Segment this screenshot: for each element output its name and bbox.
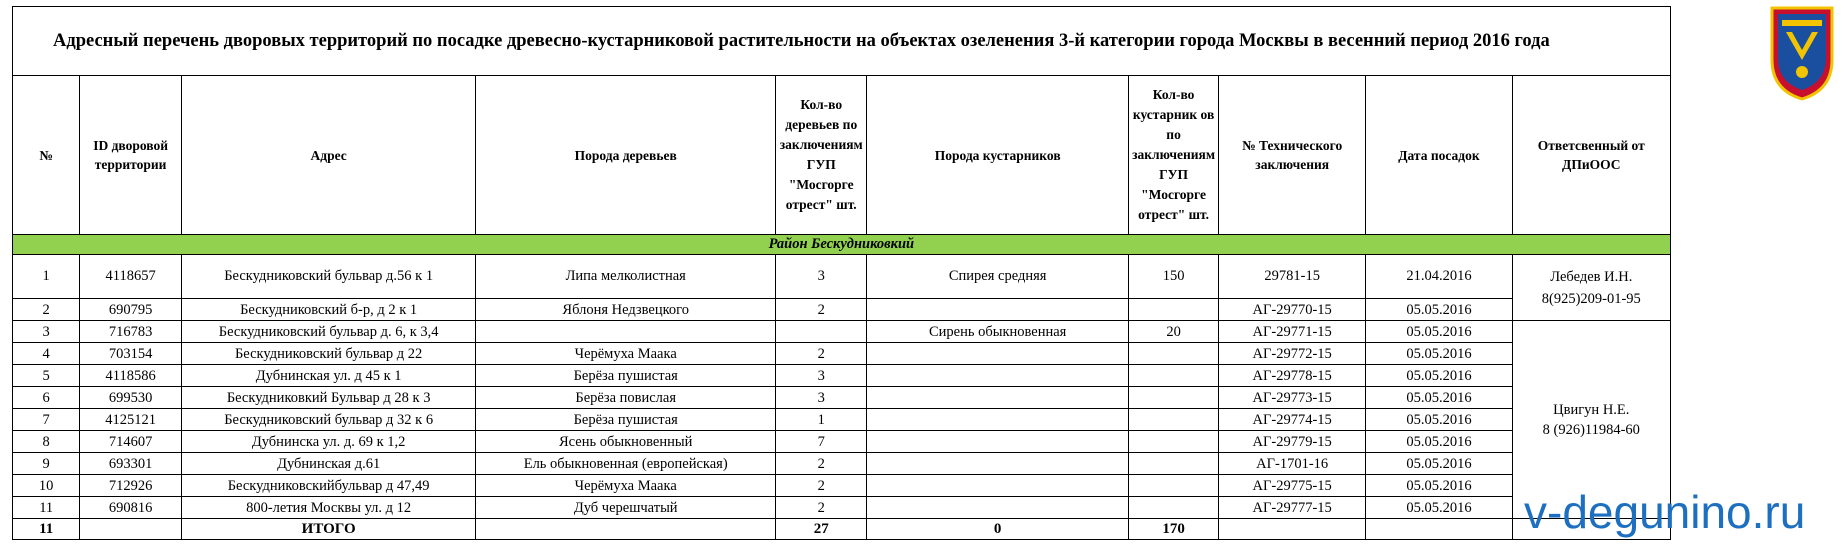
responsible-name: Лебедев И.Н. [1550, 268, 1633, 285]
cell-tech: АГ-1701-16 [1219, 453, 1366, 475]
header-trees-count: Кол-во деревьев по заключениям ГУП "Мосгорге отрест" шт. [776, 76, 867, 235]
cell-date: 05.05.2016 [1366, 365, 1513, 387]
cell-trees: Черёмуха Маака [476, 475, 776, 497]
table-row [13, 475, 1671, 497]
district-row [13, 235, 1671, 255]
cell-tech: АГ-29778-15 [1219, 365, 1366, 387]
table-row [13, 497, 1671, 519]
cell-shrubs-count [1128, 453, 1218, 475]
cell-shrubs-count [1128, 409, 1218, 431]
district-emblem [1768, 2, 1836, 102]
cell-tech: АГ-29774-15 [1219, 409, 1366, 431]
cell-date: 05.05.2016 [1366, 497, 1513, 519]
table-row [13, 431, 1671, 453]
total-row [13, 519, 1671, 540]
cell-trees-count: 7 [776, 431, 867, 453]
cell-shrubs-count [1128, 475, 1218, 497]
header-tech: № Технического заключения [1219, 76, 1366, 235]
cell-shrubs [867, 365, 1128, 387]
cell-num: 9 [13, 453, 80, 475]
cell-date: 05.05.2016 [1366, 321, 1513, 343]
cell-num: 10 [13, 475, 80, 497]
cell-date: 05.05.2016 [1366, 387, 1513, 409]
cell-shrubs: Сирень обыкновенная [867, 321, 1128, 343]
cell-shrubs [867, 343, 1128, 365]
cell-num: 4 [13, 343, 80, 365]
cell-id: 712926 [80, 475, 182, 497]
table-row [13, 255, 1671, 299]
table-row [13, 321, 1671, 343]
cell-shrubs [867, 431, 1128, 453]
cell-date: 05.05.2016 [1366, 343, 1513, 365]
cell-shrubs-count [1128, 365, 1218, 387]
spreadsheet [12, 6, 1671, 540]
cell-id: 4125121 [80, 409, 182, 431]
total-empty-tech [1219, 519, 1366, 540]
header-date: Дата посадок [1366, 76, 1513, 235]
cell-shrubs-count: 150 [1128, 255, 1218, 299]
table-row [13, 453, 1671, 475]
cell-trees: Черёмуха Маака [476, 343, 776, 365]
cell-tech: АГ-29775-15 [1219, 475, 1366, 497]
cell-trees-count [776, 321, 867, 343]
cell-responsible [1512, 255, 1670, 321]
total-shrubs: 0 [867, 519, 1128, 540]
cell-tech: 29781-15 [1219, 255, 1366, 299]
header-row [13, 76, 1671, 235]
total-shrubs-count: 170 [1128, 519, 1218, 540]
cell-trees: Берёза повислая [476, 387, 776, 409]
planting-table [12, 6, 1671, 540]
cell-address: Бескудниковский б-р, д 2 к 1 [181, 299, 476, 321]
cell-trees: Липа мелколистная [476, 255, 776, 299]
cell-trees-count: 3 [776, 255, 867, 299]
header-shrubs-count: Кол-во кустарник ов по заключениям ГУП "Мосгорге отрест" шт. [1128, 76, 1218, 235]
cell-shrubs [867, 453, 1128, 475]
cell-id: 693301 [80, 453, 182, 475]
emblem-gold-circle [1796, 66, 1808, 78]
district-name: Район Бескудниковкий [13, 235, 1671, 255]
cell-shrubs [867, 409, 1128, 431]
cell-trees-count: 2 [776, 453, 867, 475]
cell-id: 690816 [80, 497, 182, 519]
cell-address: Бескудниковкий Бульвар д 28 к 3 [181, 387, 476, 409]
cell-id: 703154 [80, 343, 182, 365]
cell-id: 716783 [80, 321, 182, 343]
cell-trees: Ясень обыкновенный [476, 431, 776, 453]
cell-trees [476, 321, 776, 343]
total-label: ИТОГО [181, 519, 476, 540]
table-row [13, 387, 1671, 409]
cell-shrubs [867, 497, 1128, 519]
table-row [13, 365, 1671, 387]
responsible-name: Цвигун Н.Е. [1553, 401, 1630, 418]
cell-num: 6 [13, 387, 80, 409]
cell-trees: Ель обыкновенная (европейская) [476, 453, 776, 475]
cell-trees: Берёза пушистая [476, 409, 776, 431]
cell-address: Дубнинская ул. д 45 к 1 [181, 365, 476, 387]
cell-date: 05.05.2016 [1366, 431, 1513, 453]
cell-date: 05.05.2016 [1366, 299, 1513, 321]
cell-shrubs-count [1128, 299, 1218, 321]
cell-id: 690795 [80, 299, 182, 321]
cell-trees-count: 2 [776, 299, 867, 321]
header-trees: Порода деревьев [476, 76, 776, 235]
header-id: ID дворовой территории [80, 76, 182, 235]
total-num: 11 [13, 519, 80, 540]
cell-id: 4118586 [80, 365, 182, 387]
total-empty-id [80, 519, 182, 540]
cell-trees: Берёза пушистая [476, 365, 776, 387]
site-watermark: v-degunino.ru [1524, 486, 1806, 538]
cell-num: 7 [13, 409, 80, 431]
cell-id: 714607 [80, 431, 182, 453]
cell-trees-count: 2 [776, 497, 867, 519]
responsible-phone: 8 (926)11984-60 [1542, 421, 1640, 438]
cell-trees-count: 3 [776, 387, 867, 409]
cell-shrubs-count [1128, 497, 1218, 519]
cell-tech: АГ-29773-15 [1219, 387, 1366, 409]
cell-trees-count: 1 [776, 409, 867, 431]
cell-id: 699530 [80, 387, 182, 409]
cell-num: 3 [13, 321, 80, 343]
table-row [13, 343, 1671, 365]
cell-address: Бескудниковскийбульвар д 47,49 [181, 475, 476, 497]
cell-shrubs [867, 387, 1128, 409]
cell-shrubs [867, 299, 1128, 321]
total-empty-trees [476, 519, 776, 540]
cell-date: 05.05.2016 [1366, 475, 1513, 497]
header-shrubs: Порода кустарников [867, 76, 1128, 235]
cell-shrubs-count [1128, 343, 1218, 365]
cell-num: 1 [13, 255, 80, 299]
cell-address: Бескудниковский бульвар д 32 к 6 [181, 409, 476, 431]
cell-shrubs [867, 475, 1128, 497]
cell-address: Бескудниковский бульвар д.56 к 1 [181, 255, 476, 299]
cell-date: 05.05.2016 [1366, 453, 1513, 475]
cell-date: 21.04.2016 [1366, 255, 1513, 299]
cell-num: 8 [13, 431, 80, 453]
cell-shrubs-count: 20 [1128, 321, 1218, 343]
cell-address: Бескудниковский бульвар д. 6, к 3,4 [181, 321, 476, 343]
cell-id: 4118657 [80, 255, 182, 299]
cell-num: 11 [13, 497, 80, 519]
cell-shrubs-count [1128, 387, 1218, 409]
cell-address: 800-летия Москвы ул. д 12 [181, 497, 476, 519]
cell-num: 2 [13, 299, 80, 321]
header-num: № [13, 76, 80, 235]
cell-tech: АГ-29777-15 [1219, 497, 1366, 519]
cell-shrubs-count [1128, 431, 1218, 453]
document-title: Адресный перечень дворовых территорий по посадке древесно-кустарниковой растительности на объектах озеленения 3-й категории города Москвы в весенний период 2016 года [13, 7, 1671, 76]
cell-address: Дубнинска ул. д. 69 к 1,2 [181, 431, 476, 453]
table-row [13, 409, 1671, 431]
cell-shrubs: Спирея средняя [867, 255, 1128, 299]
cell-tech: АГ-29770-15 [1219, 299, 1366, 321]
cell-address: Бескудниковский бульвар д 22 [181, 343, 476, 365]
cell-num: 5 [13, 365, 80, 387]
responsible-phone: 8(925)209-01-95 [1541, 290, 1641, 307]
cell-trees: Дуб черешчатый [476, 497, 776, 519]
header-responsible: Ответсвенный от ДПиООС [1512, 76, 1670, 235]
cell-trees-count: 3 [776, 365, 867, 387]
cell-trees: Яблоня Недзвецкого [476, 299, 776, 321]
cell-trees-count: 2 [776, 343, 867, 365]
cell-tech: АГ-29771-15 [1219, 321, 1366, 343]
header-address: Адрес [181, 76, 476, 235]
table-row [13, 299, 1671, 321]
cell-date: 05.05.2016 [1366, 409, 1513, 431]
cell-trees-count: 2 [776, 475, 867, 497]
cell-tech: АГ-29779-15 [1219, 431, 1366, 453]
total-trees-count: 27 [776, 519, 867, 540]
cell-tech: АГ-29772-15 [1219, 343, 1366, 365]
cell-address: Дубнинская д.61 [181, 453, 476, 475]
emblem-gold-bar [1782, 20, 1822, 26]
total-empty-date [1366, 519, 1513, 540]
